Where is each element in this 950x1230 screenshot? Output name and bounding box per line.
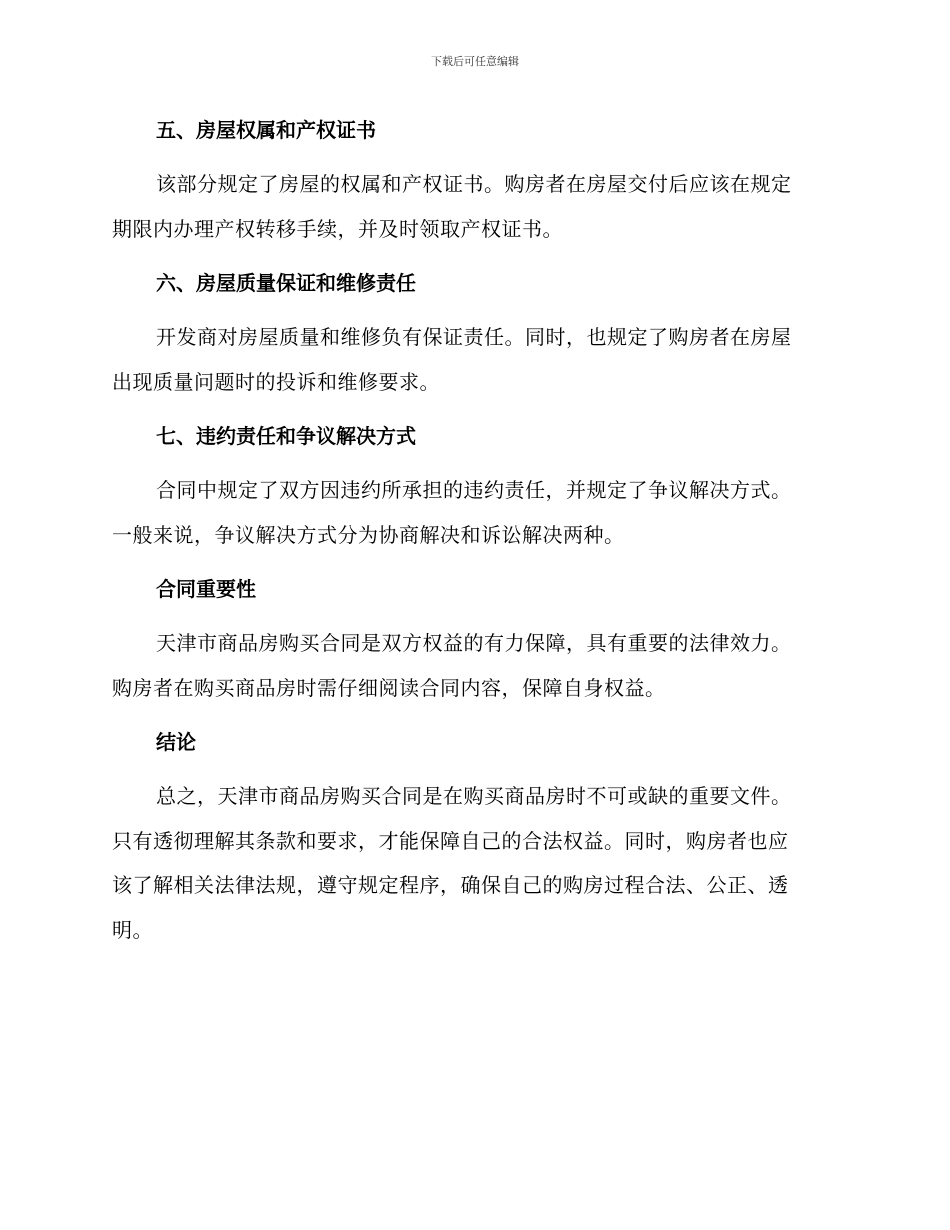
paragraph-line: 天津市商品房购买合同是双方权益的有力保障，具有重要的法律效力。	[156, 631, 792, 655]
section-heading-conclusion: 结论	[156, 730, 196, 754]
paragraph-line: 购房者在购买商品房时需仔细阅读合同内容，保障自身权益。	[112, 675, 666, 700]
section-heading-importance: 合同重要性	[156, 577, 256, 601]
paragraph-line: 该了解相关法律法规，遵守规定程序，确保自己的购房过程合法、公正、透	[112, 873, 789, 897]
section-heading-5: 五、房屋权属和产权证书	[156, 118, 376, 142]
paragraph-line: 开发商对房屋质量和维修负有保证责任。同时，也规定了购房者在房屋	[156, 325, 792, 349]
paragraph-line: 明。	[112, 917, 153, 942]
section-paragraph-6	[112, 315, 832, 404]
paragraph-line: 只有透彻理解其条款和要求，才能保障自己的合法权益。同时，购房者也应	[112, 828, 789, 853]
paragraph-line: 总之，天津市商品房购买合同是在购买商品房时不可或缺的重要文件。	[156, 784, 792, 808]
page-header: 下载后可任意编辑	[431, 55, 519, 68]
paragraph-line: 一般来说，争议解决方式分为协商解决和诉讼解决两种。	[112, 522, 625, 547]
document-body	[112, 108, 832, 962]
section-paragraph-importance	[112, 621, 832, 710]
section-heading-6: 六、房屋质量保证和维修责任	[156, 271, 416, 295]
section-paragraph-conclusion	[112, 774, 832, 952]
paragraph-line: 合同中规定了双方因违约所承担的违约责任，并规定了争议解决方式。	[156, 478, 792, 502]
section-paragraph-5	[112, 162, 832, 251]
section-paragraph-7	[112, 468, 832, 557]
paragraph-line: 该部分规定了房屋的权属和产权证书。购房者在房屋交付后应该在规定	[156, 172, 792, 196]
paragraph-line: 期限内办理产权转移手续，并及时领取产权证书。	[112, 216, 563, 241]
paragraph-line: 出现质量问题时的投诉和维修要求。	[112, 369, 440, 394]
section-heading-7: 七、违约责任和争议解决方式	[156, 424, 416, 448]
